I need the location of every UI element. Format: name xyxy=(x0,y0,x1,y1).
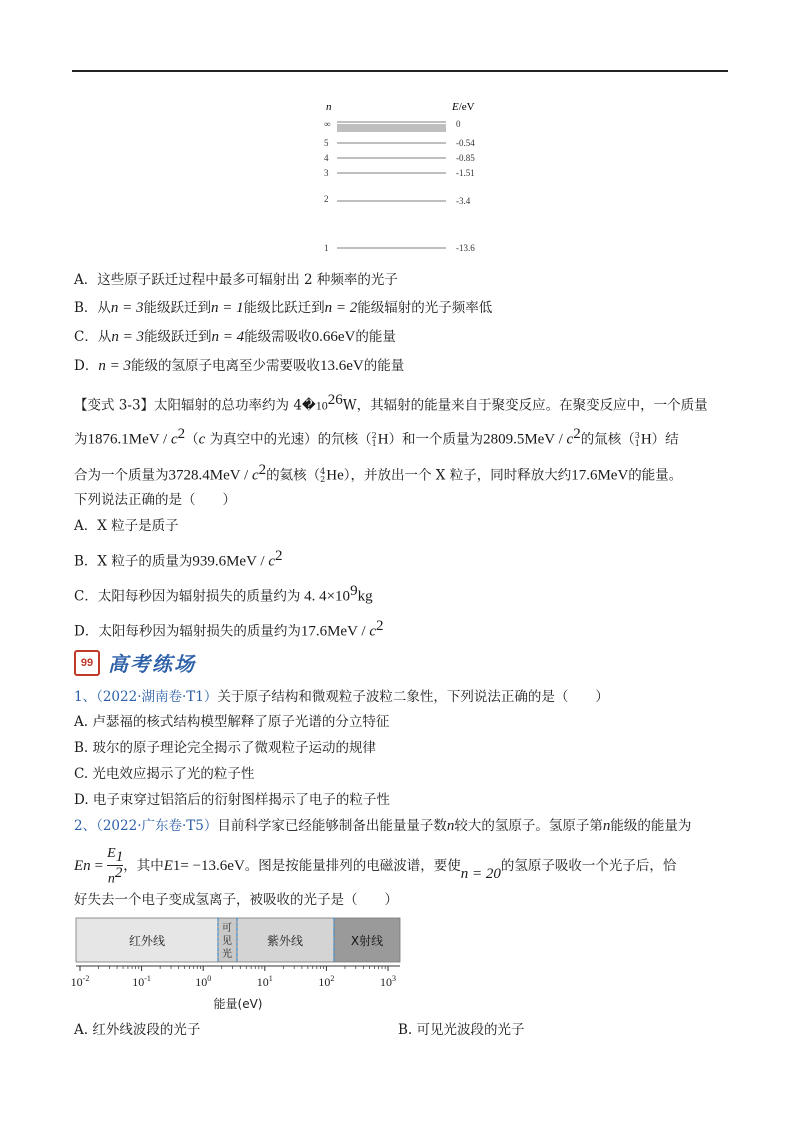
option-text: 的能量 xyxy=(355,329,396,345)
option-text: 从 xyxy=(97,329,112,345)
text: 太阳辐射的总功率约为 4 xyxy=(154,397,302,414)
option-text: 能级跃迁到 xyxy=(143,300,212,316)
band-label-visible-1: 可 xyxy=(222,923,232,934)
variant-tag: 【变式 3-3】 xyxy=(74,397,155,414)
text: 。图是按能量排列的电磁波谱，要使 xyxy=(244,858,461,875)
option-text: 能级辐射的光子频率低 xyxy=(357,300,493,316)
option-letter: D． xyxy=(74,358,99,374)
prev-option-c xyxy=(74,327,396,347)
math-value: n = 2 xyxy=(324,300,358,316)
level-4 xyxy=(324,153,475,163)
isotope-scripts: 2 1 xyxy=(371,431,377,448)
text: 为 xyxy=(74,431,88,448)
text: 较大的氢原子。氢原子第 xyxy=(454,818,603,834)
text: ）结 xyxy=(651,431,679,448)
x-tick-label: $10^1$ xyxy=(256,974,273,989)
text: ，其中 xyxy=(123,858,164,875)
math-value: E xyxy=(74,858,84,875)
question-source: （2022·广东卷·T5） xyxy=(96,818,218,834)
math-value: 2809.5MeV / xyxy=(483,431,567,448)
isotope-scripts: 3 1 xyxy=(634,431,640,448)
question-number: 1、 xyxy=(74,689,97,705)
option-letter: A． xyxy=(74,272,98,288)
variant-line-1 xyxy=(74,390,708,416)
level-e-label: 0 xyxy=(456,119,461,129)
text: 能级的能量为 xyxy=(610,818,692,834)
math-value: n = 3 xyxy=(110,300,144,316)
variant-option-b: B．X 粒子的质量为$939.6MeV / c^2$ xyxy=(74,548,283,570)
q1-option-a: A. 卢瑟福的核式结构模型解释了原子光谱的分立特征 xyxy=(74,714,390,730)
exponent: 26 xyxy=(327,392,343,408)
variant-option-d: D．太阳每秒因为辐射损失的质量约为$17.6MeV / c^2$ xyxy=(74,618,384,640)
level-e-label: -1.51 xyxy=(456,168,475,178)
section-title: 高考练场 xyxy=(108,652,196,676)
math-value: 4. 4×10 xyxy=(300,588,351,605)
question-number: 2、 xyxy=(74,818,97,834)
text: （ xyxy=(185,431,199,448)
level-3 xyxy=(324,168,475,178)
math-value: n = 20 xyxy=(460,866,501,883)
x-axis-ticks xyxy=(71,966,396,989)
math-value: 17.6MeV xyxy=(571,467,629,484)
prev-option-b xyxy=(74,298,492,318)
x-tick-label: $10^{-1}$ xyxy=(132,974,151,989)
math-value: n = 3 xyxy=(98,358,131,374)
option-letter: B． xyxy=(74,300,98,316)
option-text: 能级的氢原子电离至少需要吸收 xyxy=(130,358,320,374)
variant-option-c: C．太阳每秒因为辐射损失的质量约为 4. $4\times 10^9kg$ xyxy=(74,583,373,605)
band-label-ultraviolet: 紫外线 xyxy=(266,934,304,948)
energy-fraction: $\frac{E_1}{n^2}$ xyxy=(107,846,124,887)
option-text: 这些原子跃迁过程中最多可辐射出 2 种频率的光子 xyxy=(97,272,398,288)
math-value: = −13.6eV xyxy=(180,858,245,875)
math-value: c xyxy=(170,431,178,448)
level-e-label: -0.85 xyxy=(456,153,475,163)
q1-stem xyxy=(74,687,609,707)
option-text: 能级需吸收 xyxy=(244,329,312,345)
q2-option-b: B. 可见光波段的光子 xyxy=(398,1022,525,1038)
exponent: 9 xyxy=(350,583,358,599)
math-value: 939.6MeV / xyxy=(192,553,269,570)
level-n-label: 5 xyxy=(324,138,329,148)
isotope-scripts: 4 2 xyxy=(320,467,326,484)
level-n-label: 4 xyxy=(324,153,329,163)
level-5 xyxy=(324,138,475,148)
math-value: 17.6MeV / xyxy=(300,623,370,640)
math-value: 3728.4MeV / xyxy=(168,467,252,484)
q2-stem-line-1: 2、（2022·广东卷·T5）目前科学家已经能够制备出能量量子数n较大的氢原子。氢原子第n能级的能量为 xyxy=(74,818,692,834)
level-n-label: 2 xyxy=(324,194,329,204)
x-axis-label: 能量(eV) xyxy=(213,997,263,1011)
q1-option-c: C. 光电效应揭示了光的粒子性 xyxy=(74,766,255,782)
garbled-glyph: � xyxy=(301,397,316,414)
level-n-label: 3 xyxy=(324,168,329,178)
math-value: n = 4 xyxy=(211,329,245,345)
text: 为真空中的光速）的氘核（ xyxy=(205,431,372,448)
level-n-label: 1 xyxy=(324,243,329,253)
text: 的氚核（ xyxy=(580,431,635,448)
top-rule xyxy=(72,70,728,72)
level-e-label: -3.4 xyxy=(456,196,471,206)
exam-book-icon: 99 xyxy=(74,650,100,676)
math-value: n = 3 xyxy=(111,329,144,345)
level-e-label: -0.54 xyxy=(456,138,475,148)
prev-option-a xyxy=(74,270,398,290)
q1-option-b: B. 玻尔的原子理论完全揭示了微观粒子运动的规律 xyxy=(74,740,377,756)
text: 的氦核（ xyxy=(266,467,321,484)
question-source: （2022·湖南卷·T1） xyxy=(96,689,218,705)
math-value: 0.66eV xyxy=(311,329,356,345)
level-n-label: ∞ xyxy=(324,119,331,129)
x-tick-label: $10^0$ xyxy=(195,974,212,989)
q2-stem-line-2: E n = $\frac{E_1}{n^2}$ ，其中 E 1 = −13.6eV 。图是按能量排列的电磁波谱，要使 n = 20 的氢原子吸收一个光子后，恰 xyxy=(74,846,677,887)
question-text: 关于原子结构和微观粒子波粒二象性，下列说法正确的是（ ） xyxy=(217,689,609,705)
energy-level-diagram xyxy=(310,96,510,260)
math-value: 1876.1MeV / xyxy=(87,431,171,448)
option-letter: C． xyxy=(74,329,98,345)
option-text: 能级比跃迁到 xyxy=(243,300,325,316)
variant-line-3: 合为一个质量为$3728.4MeV / c^2$的氦核（ 4 2 He），并放出一个 X 粒子，同时释放大约17.6MeV的能量。 xyxy=(74,462,683,484)
band-label-visible-3: 光 xyxy=(222,949,232,960)
variant-line-2: 为$1876.1MeV / c^2(c$ 为真空中的光速）的氘核（ 2 1 H）和一个质量为$2809.5MeV / c^2$的氚核（ 3 1 H）结 xyxy=(74,426,679,448)
em-spectrum-diagram xyxy=(70,912,410,1012)
variant-line-4: 下列说法正确的是（ ） xyxy=(74,492,236,508)
band-label-xray: X射线 xyxy=(350,934,384,948)
section-header xyxy=(74,648,196,677)
unit: kg xyxy=(357,588,373,605)
text: 目前科学家已经能够制备出能量量子数 xyxy=(217,818,447,834)
level-1 xyxy=(324,243,475,253)
q2-option-a: A. 红外线波段的光子 xyxy=(74,1022,201,1038)
math-value: 13.6eV xyxy=(319,358,364,374)
text: W，其辐射的能量来自于聚变反应。在聚变反应中，一个质量 xyxy=(342,397,708,414)
option-text: 从 xyxy=(97,300,111,316)
band-label-visible-2: 见 xyxy=(222,936,232,947)
level-2 xyxy=(324,194,471,206)
band-label-infrared: 红外线 xyxy=(128,934,166,948)
text: ），并放出一个 X 粒子，同时释放大约 xyxy=(343,467,572,484)
energy-axis-header: E/eV xyxy=(452,101,475,113)
x-tick-label: $10^2$ xyxy=(318,974,335,989)
text: 合为一个质量为 xyxy=(74,467,169,484)
option-text: 能级跃迁到 xyxy=(143,329,212,345)
text: ）和一个质量为 xyxy=(388,431,484,448)
q1-option-d: D. 电子束穿过铝箔后的衍射图样揭示了电子的粒子性 xyxy=(74,792,390,808)
level-e-label: -13.6 xyxy=(456,243,475,253)
level-inf xyxy=(324,119,461,131)
q2-stem-line-3: 好失去一个电子变成氢离子，被吸收的光子是（ ） xyxy=(74,892,398,908)
math-value: 10 xyxy=(315,398,328,413)
variant-option-a: A．X 粒子是质子 xyxy=(74,518,179,534)
math-value: c xyxy=(198,431,206,448)
x-tick-label: $10^3$ xyxy=(380,974,396,989)
option-text: 的能量 xyxy=(363,358,405,374)
text: 的氢原子吸收一个光子后，恰 xyxy=(500,858,677,875)
element-symbol: H xyxy=(377,431,389,448)
x-tick-label: $10^{-2}$ xyxy=(70,974,90,989)
math-value: n = 1 xyxy=(211,300,244,316)
element-symbol: He xyxy=(326,467,344,484)
text: 的能量。 xyxy=(628,467,683,484)
prev-option-d xyxy=(74,356,404,376)
n-axis-header: n xyxy=(326,101,332,113)
